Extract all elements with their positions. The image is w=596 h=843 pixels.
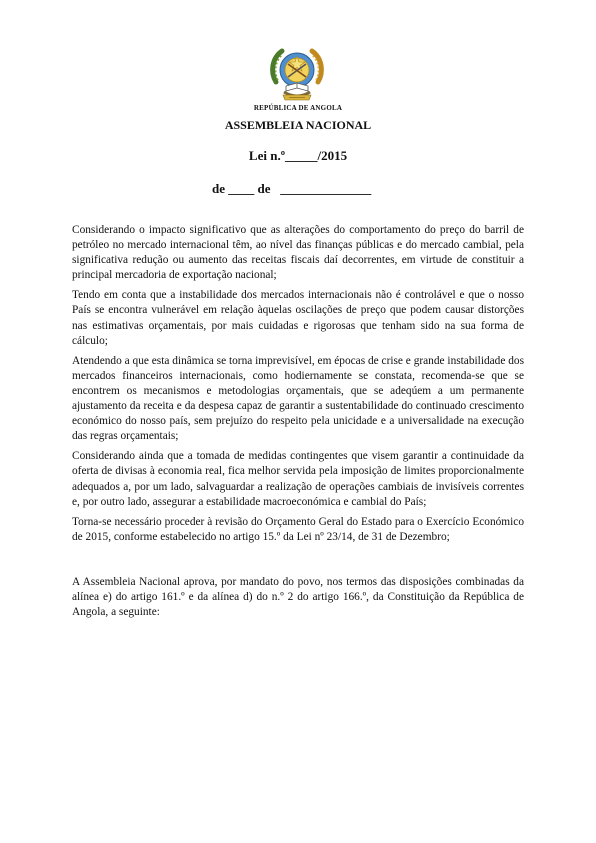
angola-coat-of-arms-icon [266,42,328,104]
paragraph: Atendendo a que esta dinâmica se torna imprevisível, em épocas de crise e grande instabilidade dos mercados financeiros internacionais, como hodiernamente se constata, recomenda-se que se encontrem os mecanismos e metodologias orçamentais, que se adeqúem a um permanente ajustamento da receita e da despesa capaz de garantir a sustentabilidade do continuado crescimento económico do nosso país, sem prejuízo do respeito pela unicidade e a universalidade na execução das regras orçamentais; [72,354,524,443]
assembly-heading: ASSEMBLEIA NACIONAL [224,118,372,132]
paragraph: A Assembleia Nacional aprova, por mandato do povo, nos termos das disposições combinadas da alínea e) do artigo 161.º e da alínea d) do n.º 2 do artigo 166.º, da Constituição da República de Angola, a seguinte: [72,575,524,619]
republic-heading: REPÚBLICA DE ANGOLA [253,104,343,112]
paragraph: Considerando ainda que a tomada de medidas contingentes que visem garantir a continuidade da oferta de divisas à economia real, fica melhor servida pela imposição de limites proporcionalmente adequados a, por um lado, salvaguardar a realização de operações cambiais de invisíveis correntes e, por outro lado, assegurar a estabilidade macroeconómica e cambial do País; [72,450,524,508]
document-body [72,223,524,625]
paragraph: Tendo em conta que a instabilidade dos mercados internacionais não é controlável e que o nosso País se encontra vulnerável em relação àquelas oscilações de preço que podem causar distorções nas estimativas orçamentais, por mais cuidadas e rigorosas que tenham sido na sua forma de cálculo; [72,289,524,347]
law-number-title: Lei n.º_____/2015 [248,148,348,163]
law-date-line: de ____ de ______________ [212,181,372,196]
paragraph: Considerando o impacto significativo que as alterações do comportamento do preço do barril de petróleo no mercado internacional têm, ao nível das finanças públicas e do mercado cambial, pela significativa redução ou aumento das receitas fiscais daí decorrentes, em virtude de constituir a principal mercadoria de exportação nacional; [72,224,524,282]
paragraph: Torna-se necessário proceder à revisão do Orçamento Geral do Estado para o Exercício Económico de 2015, conforme estabelecido no artigo 15.º da Lei nº 23/14, de 31 de Dezembro; [72,515,524,543]
